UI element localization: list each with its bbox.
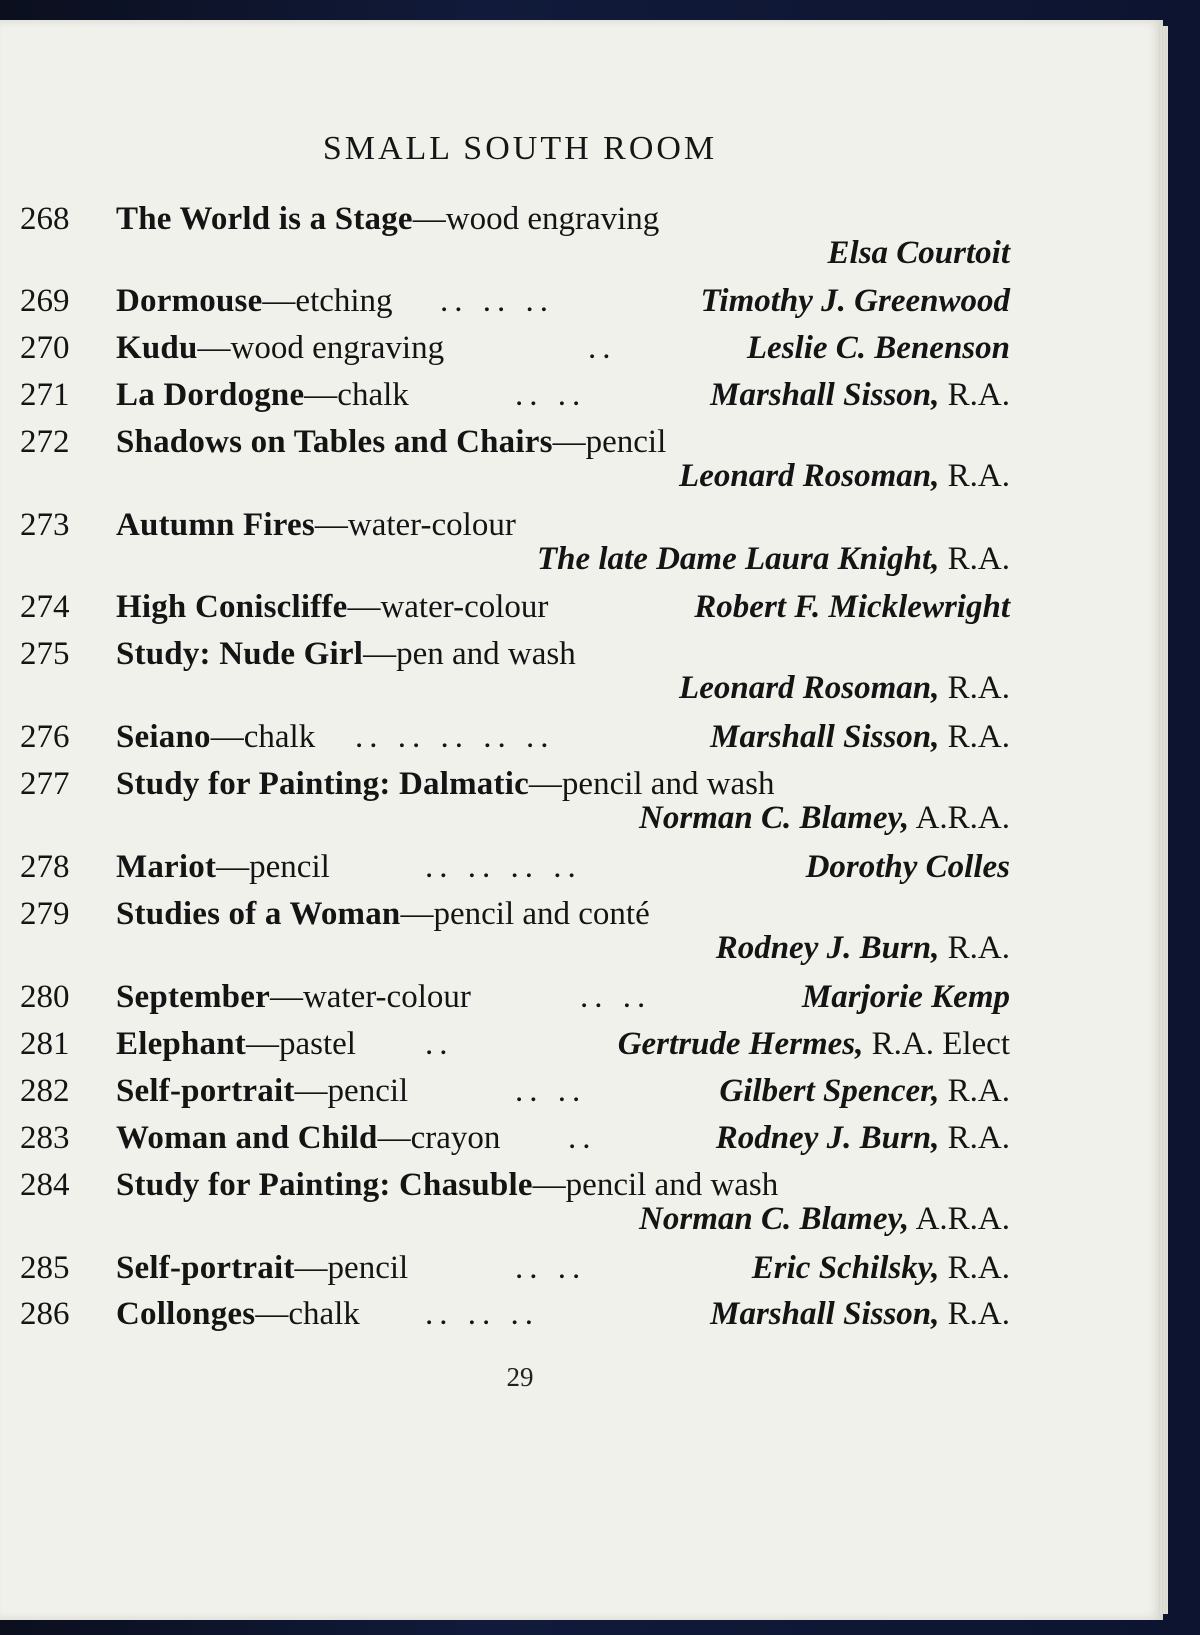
catalogue-entry xyxy=(20,850,1010,884)
work-medium: —pencil xyxy=(294,1250,409,1286)
leader-dots: .. .. xyxy=(515,377,587,413)
leader-dots: .. xyxy=(588,330,617,366)
artist-name: Leonard Rosoman, xyxy=(679,670,940,706)
catalogue-entry xyxy=(20,767,1010,835)
leader-dots: .. xyxy=(425,1026,454,1062)
work-medium: —wood engraving xyxy=(412,201,660,237)
catalogue-entry xyxy=(20,637,1010,705)
work-title: Study for Painting: Dalmatic xyxy=(116,766,529,802)
catalogue-entry xyxy=(20,1074,1010,1108)
entry-number: 271 xyxy=(20,377,70,413)
entry-number: 280 xyxy=(20,979,70,1015)
work-medium: —pencil xyxy=(294,1073,409,1109)
entry-number: 277 xyxy=(20,766,70,802)
entry-number: 269 xyxy=(20,283,70,319)
catalogue-entry xyxy=(20,508,1010,576)
entry-number: 274 xyxy=(20,589,70,625)
artist-name: Elsa Courtoit xyxy=(827,235,1010,271)
catalogue-entry xyxy=(20,378,1010,412)
work-title: Study: Nude Girl xyxy=(116,636,364,672)
artist-name: Eric Schilsky, xyxy=(751,1250,940,1286)
entry-number: 279 xyxy=(20,896,70,932)
artist-name: Marshall Sisson, xyxy=(710,719,940,755)
entry-number: 285 xyxy=(20,1250,70,1286)
work-title: Autumn Fires xyxy=(116,507,315,543)
artist-honours: R.A. xyxy=(939,1250,1010,1286)
work-medium: —chalk xyxy=(304,377,409,413)
artist-name: Dorothy Colles xyxy=(805,849,1010,885)
work-title: Collonges xyxy=(116,1296,256,1332)
artist-honours: R.A. xyxy=(939,377,1010,413)
artist-name: Norman C. Blamey, xyxy=(639,800,910,836)
entry-number: 270 xyxy=(20,330,70,366)
work-medium: —pastel xyxy=(245,1026,356,1062)
work-title: Study for Painting: Chasuble xyxy=(116,1167,533,1203)
work-medium: —chalk xyxy=(255,1296,360,1332)
artist-honours: A.R.A. xyxy=(909,1201,1010,1237)
artist-name: The late Dame Laura Knight, xyxy=(536,541,940,577)
work-medium: —pencil xyxy=(216,849,330,885)
entry-number: 282 xyxy=(20,1073,70,1109)
artist-honours: R.A. xyxy=(939,1073,1010,1109)
artist-honours: R.A. xyxy=(939,1296,1010,1332)
artist-name: Leslie C. Benenson xyxy=(746,330,1010,366)
artist-honours: R.A. xyxy=(939,458,1010,494)
leader-dots: .. .. .. .. xyxy=(425,849,582,885)
artist-name: Gertrude Hermes, xyxy=(617,1026,864,1062)
entry-number: 286 xyxy=(20,1296,70,1332)
leader-dots: .. .. .. .. .. xyxy=(355,719,555,755)
artist-name: Marjorie Kemp xyxy=(801,979,1010,1015)
work-title: High Coniscliffe xyxy=(116,589,348,625)
leader-dots: .. .. xyxy=(580,979,652,1015)
artist-name: Leonard Rosoman, xyxy=(679,458,940,494)
entry-number: 276 xyxy=(20,719,70,755)
page-number: 29 xyxy=(506,1362,534,1392)
work-title: Kudu xyxy=(116,330,198,366)
work-title: Studies of a Woman xyxy=(116,896,401,932)
work-medium: —wood engraving xyxy=(197,330,445,366)
catalogue-entry xyxy=(20,202,1010,270)
entry-number: 268 xyxy=(20,201,70,237)
catalogue-entry xyxy=(20,590,1010,624)
leader-dots: .. .. xyxy=(515,1250,587,1286)
leader-dots: .. .. xyxy=(515,1073,587,1109)
work-title: Elephant xyxy=(116,1026,246,1062)
work-title: Self-portrait xyxy=(116,1073,295,1109)
artist-honours: R.A. xyxy=(939,719,1010,755)
work-medium: —crayon xyxy=(377,1120,501,1156)
entry-number: 278 xyxy=(20,849,70,885)
work-title: Dormouse xyxy=(116,283,263,319)
artist-name: Norman C. Blamey, xyxy=(639,1201,910,1237)
catalogue-entry xyxy=(20,897,1010,965)
entry-number: 281 xyxy=(20,1026,70,1062)
work-medium: —etching xyxy=(262,283,393,319)
work-title: Shadows on Tables and Chairs xyxy=(116,424,553,460)
catalogue-entry xyxy=(20,1121,1010,1155)
leader-dots: .. .. .. xyxy=(440,283,554,319)
leader-dots: .. xyxy=(568,1120,597,1156)
work-title: La Dordogne xyxy=(116,377,305,413)
work-title: Woman and Child xyxy=(116,1120,378,1156)
work-title: Mariot xyxy=(116,849,217,885)
catalogue-entry xyxy=(20,720,1010,754)
artist-name: Timothy J. Greenwood xyxy=(700,283,1010,319)
work-title: Seiano xyxy=(116,719,211,755)
entry-number: 275 xyxy=(20,636,70,672)
work-title: The World is a Stage xyxy=(116,201,413,237)
catalogue-entry xyxy=(20,1297,1010,1331)
work-title: Self-portrait xyxy=(116,1250,295,1286)
work-medium: —pen and wash xyxy=(363,636,576,672)
artist-name: Robert F. Micklewright xyxy=(694,589,1010,625)
artist-name: Marshall Sisson, xyxy=(710,1296,940,1332)
artist-name: Gilbert Spencer, xyxy=(719,1073,940,1109)
work-title: September xyxy=(116,979,270,1015)
work-medium: —water-colour xyxy=(269,979,471,1015)
artist-honours: R.A. xyxy=(939,541,1010,577)
work-medium: —pencil and conté xyxy=(400,896,650,932)
catalogue-entry xyxy=(20,284,1010,318)
artist-honours: R.A. xyxy=(939,930,1010,966)
artist-honours: R.A. xyxy=(939,1120,1010,1156)
work-medium: —water-colour xyxy=(347,589,549,625)
entry-number: 272 xyxy=(20,424,70,460)
artist-honours: R.A. Elect xyxy=(863,1026,1010,1062)
catalogue-entry xyxy=(20,425,1010,493)
work-medium: —water-colour xyxy=(314,507,516,543)
artist-name: Marshall Sisson, xyxy=(710,377,940,413)
artist-name: Rodney J. Burn, xyxy=(715,1120,940,1156)
room-heading: SMALL SOUTH ROOM xyxy=(322,130,718,167)
entry-number: 273 xyxy=(20,507,70,543)
catalogue-entry xyxy=(20,1251,1010,1285)
artist-name: Rodney J. Burn, xyxy=(715,930,940,966)
leader-dots: .. .. .. xyxy=(425,1296,539,1332)
catalogue-entry xyxy=(20,331,1010,365)
catalogue-entry xyxy=(20,1168,1010,1236)
work-medium: —pencil and wash xyxy=(528,766,775,802)
entry-number: 283 xyxy=(20,1120,70,1156)
work-medium: —pencil xyxy=(552,424,667,460)
work-medium: —pencil and wash xyxy=(532,1167,779,1203)
catalogue-entry xyxy=(20,1027,1010,1061)
catalogue-entry xyxy=(20,980,1010,1014)
artist-honours: R.A. xyxy=(939,670,1010,706)
work-medium: —chalk xyxy=(210,719,316,755)
entry-number: 284 xyxy=(20,1167,70,1203)
artist-honours: A.R.A. xyxy=(909,800,1010,836)
page-edge xyxy=(1158,26,1168,1614)
